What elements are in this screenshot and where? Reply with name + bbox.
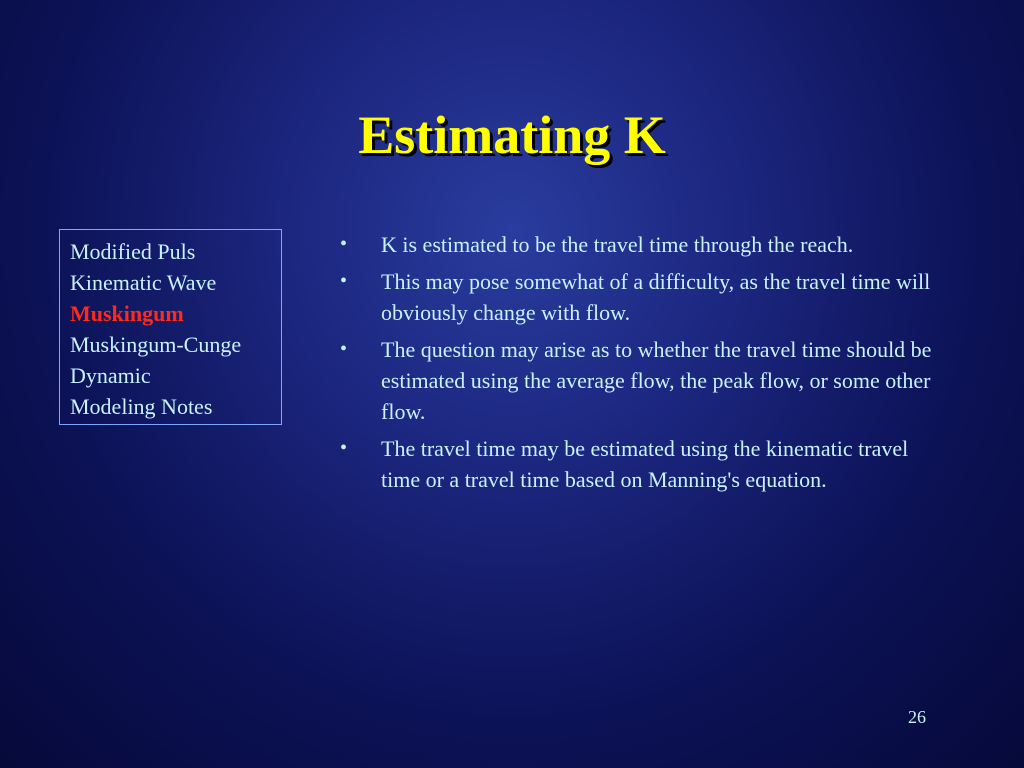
nav-link-modified-puls[interactable]: Modified Puls <box>70 239 196 264</box>
bullet-text: The travel time may be estimated using the kinematic travel time or a travel time based on Manning's equation. <box>381 436 909 492</box>
bullet-marker: • <box>340 270 348 292</box>
nav-link-dynamic[interactable]: Dynamic <box>70 363 151 388</box>
bullet-marker: • <box>340 338 348 360</box>
nav-link-muskingum[interactable]: Muskingum <box>70 301 184 326</box>
bullet-list <box>340 229 940 501</box>
bullet-marker: • <box>340 437 348 459</box>
bullet-marker: • <box>340 233 348 255</box>
bullet-item <box>340 334 940 427</box>
bullet-item <box>340 266 940 328</box>
topic-navigation-box <box>59 229 282 425</box>
nav-link-muskingum-cunge[interactable]: Muskingum-Cunge <box>70 332 242 357</box>
bullet-text: K is estimated to be the travel time through the reach. <box>381 232 854 257</box>
slide-title: Estimating K <box>358 105 666 165</box>
nav-link-kinematic-wave[interactable]: Kinematic Wave <box>70 270 217 295</box>
bullet-item <box>340 229 940 260</box>
page-number: 26 <box>908 707 926 727</box>
bullet-text: The question may arise as to whether the travel time should be estimated using the average flow, the peak flow, or some other flow. <box>381 337 932 424</box>
nav-link-modeling-notes[interactable]: Modeling Notes <box>70 394 213 419</box>
bullet-text: This may pose somewhat of a difficulty, as the travel time will obviously change with flow. <box>381 269 931 325</box>
bullet-item <box>340 433 940 495</box>
